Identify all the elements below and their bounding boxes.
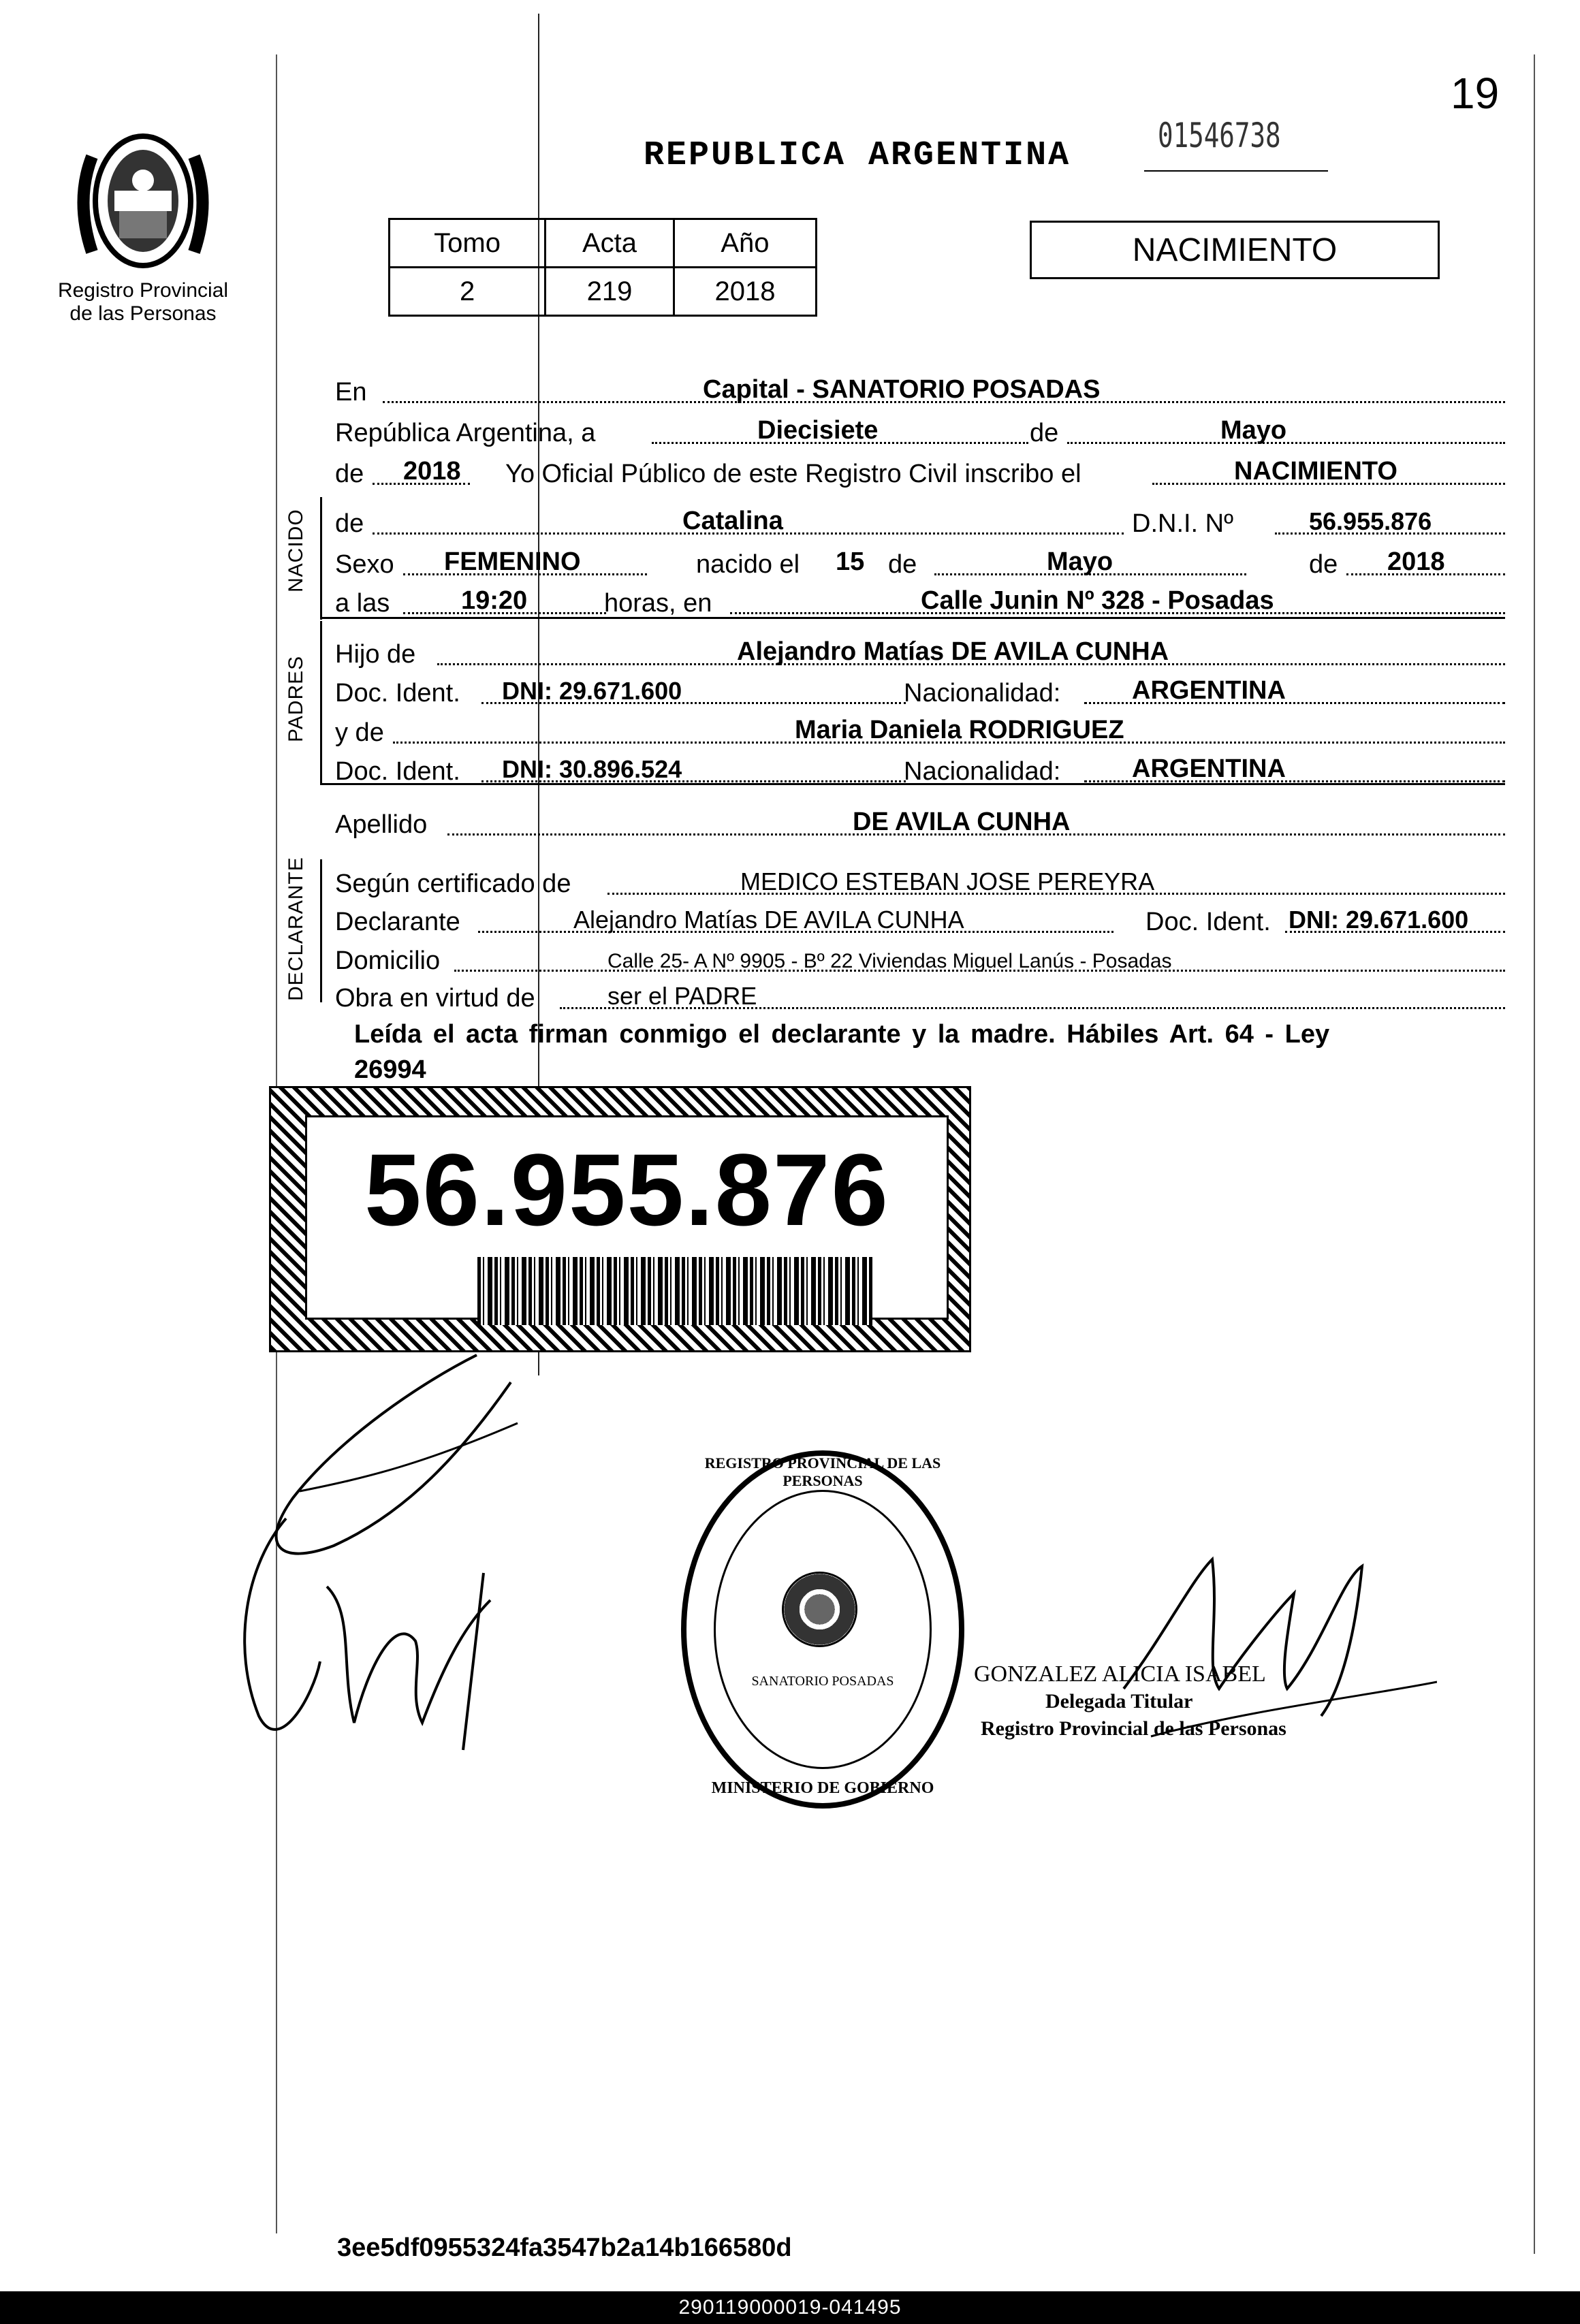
year-value: 2018 [403, 457, 461, 486]
row-nacido-name [335, 499, 1505, 540]
id-label-inner [305, 1115, 949, 1320]
row-hijo [335, 630, 1505, 671]
child-dni-value: 56.955.876 [1309, 507, 1432, 535]
stamp-emblem-icon [782, 1572, 857, 1647]
birth-day-value: 15 [836, 547, 865, 576]
obra-label: Obra en virtud de [335, 984, 535, 1013]
en-label: En [335, 378, 367, 407]
table-value-tomo: 2 [390, 268, 546, 316]
official-stamp [681, 1450, 964, 1809]
bottom-barcode-text: 290119000019-041495 [678, 2296, 902, 2319]
id-number: 56.955.876 [364, 1132, 889, 1247]
id-security-label [269, 1086, 971, 1352]
sexo-value: FEMENINO [444, 547, 581, 576]
en-value: Capital - SANATORIO POSADAS [703, 375, 1101, 404]
table-header-acta: Acta [546, 219, 674, 268]
nacido-section-label: NACIDO [285, 509, 307, 592]
birth-place-value: Calle Junin Nº 328 - Posadas [921, 586, 1274, 615]
serial-number: 01546738 [1158, 116, 1281, 155]
document-hash: 3ee5df0955324fa3547b2a14b166580d [337, 2233, 792, 2262]
row-cert [335, 859, 1505, 900]
obra-value: ser el PADRE [607, 982, 757, 1010]
id-barcode-icon [477, 1257, 872, 1325]
birth-month-value: Mayo [1047, 547, 1113, 576]
row-hora [335, 579, 1505, 620]
issuer-name-line2: de las Personas [69, 302, 217, 325]
de2-label: de [335, 460, 364, 488]
father-nac-label: Nacionalidad: [904, 679, 1061, 707]
nacido-divider [320, 617, 1505, 619]
row-mother [335, 708, 1505, 749]
row-domicilio [335, 936, 1505, 977]
declarante-doc-value: DNI: 29.671.600 [1289, 906, 1469, 934]
table-value-ano: 2018 [674, 268, 816, 316]
official-name: GONZALEZ ALICIA ISABEL [974, 1661, 1266, 1687]
right-margin-line [1534, 54, 1535, 2254]
row-mother-doc [335, 747, 1505, 788]
declarante-section-label: DECLARANTE [285, 857, 307, 1001]
mother-nac-value: ARGENTINA [1132, 754, 1286, 783]
table-header-ano: Año [674, 219, 816, 268]
apellido-label: Apellido [335, 810, 428, 839]
domicilio-label: Domicilio [335, 946, 441, 975]
nacido-bar [320, 497, 322, 620]
dni-label: D.N.I. Nº [1132, 509, 1233, 538]
row-sexo [335, 540, 1505, 581]
bottom-barcode-strip [0, 2291, 1580, 2324]
stamp-inner-text: SANATORIO POSADAS [751, 1674, 894, 1689]
declarant-signature-icon [218, 1341, 599, 1764]
nacido-de-label2: de [888, 550, 917, 579]
issuer-name-line1: Registro Provincial [57, 279, 229, 302]
mother-name-value: Maria Daniela RODRIGUEZ [795, 716, 1124, 744]
provincial-seal-icon [61, 116, 225, 279]
alas-label: a las [335, 589, 390, 618]
month-value: Mayo [1220, 416, 1287, 445]
issuer-logo [61, 116, 225, 279]
father-nac-value: ARGENTINA [1132, 676, 1286, 705]
closing-line1: Leída el acta firman conmigo el declarante y la madre. Hábiles Art. 64 - Ley [354, 1020, 1330, 1049]
birth-year-value: 2018 [1387, 547, 1445, 576]
padres-divider [320, 783, 1505, 785]
padres-section-label: PADRES [285, 655, 307, 742]
father-doc-value: DNI: 29.671.600 [502, 677, 682, 705]
mother-doc-value: DNI: 30.896.524 [502, 755, 682, 783]
row-declarante [335, 897, 1505, 938]
serial-underline [1144, 170, 1328, 172]
row-apellido [335, 800, 1505, 841]
registry-table [388, 218, 817, 317]
horas-label: horas, en [604, 589, 712, 618]
nacido-de-label3: de [1309, 550, 1338, 579]
yde-label: y de [335, 718, 384, 747]
birth-time-value: 19:20 [461, 586, 528, 615]
nacido-de-label: de [335, 509, 364, 538]
mother-nac-label: Nacionalidad: [904, 757, 1061, 786]
doc-type-box [1030, 221, 1440, 279]
nacido-el-label: nacido el [696, 550, 800, 579]
de-label: de [1030, 419, 1059, 447]
yo-text: Yo Oficial Público de este Registro Civil inscribo el [505, 460, 1081, 488]
official-title: Delegada Titular [1045, 1690, 1193, 1713]
declarante-value: Alejandro Matías DE AVILA CUNHA [573, 906, 964, 934]
mother-doc-label: Doc. Ident. [335, 757, 460, 786]
row-father-doc [335, 669, 1505, 710]
republica-label: República Argentina, a [335, 419, 596, 447]
act-value: NACIMIENTO [1234, 457, 1397, 486]
country-title: REPUBLICA ARGENTINA [644, 136, 1071, 175]
row-republica [335, 409, 1505, 449]
table-value-acta: 219 [546, 268, 674, 316]
declarante-doc-label: Doc. Ident. [1146, 908, 1271, 936]
hijo-label: Hijo de [335, 640, 416, 669]
doc-type-label: NACIMIENTO [1132, 232, 1338, 268]
domicilio-value: Calle 25- A Nº 9905 - Bº 22 Viviendas Miguel Lanús - Posadas [607, 950, 1172, 972]
cert-value: MEDICO ESTEBAN JOSE PEREYRA [740, 867, 1155, 895]
day-written-value: Diecisiete [757, 416, 879, 445]
stamp-outer-top: REGISTRO PROVINCIAL DE LAS PERSONAS [704, 1454, 941, 1489]
child-name-value: Catalina [682, 507, 783, 535]
cert-label: Según certificado de [335, 870, 571, 898]
page-number: 19 [1451, 69, 1500, 118]
padres-bar [320, 621, 322, 784]
declarante-bar [320, 859, 322, 1002]
row-yo [335, 449, 1505, 490]
row-en [335, 368, 1505, 409]
table-header-tomo: Tomo [390, 219, 546, 268]
declarante-label: Declarante [335, 908, 460, 936]
father-name-value: Alejandro Matías DE AVILA CUNHA [737, 637, 1169, 666]
closing-line2: 26994 [354, 1055, 426, 1084]
row-obra [335, 974, 1505, 1015]
father-doc-label: Doc. Ident. [335, 679, 460, 707]
sexo-label: Sexo [335, 550, 394, 579]
apellido-value: DE AVILA CUNHA [853, 808, 1071, 836]
stamp-outer-bottom: MINISTERIO DE GOBIERNO [711, 1779, 934, 1797]
official-org: Registro Provincial de las Personas [981, 1717, 1286, 1740]
